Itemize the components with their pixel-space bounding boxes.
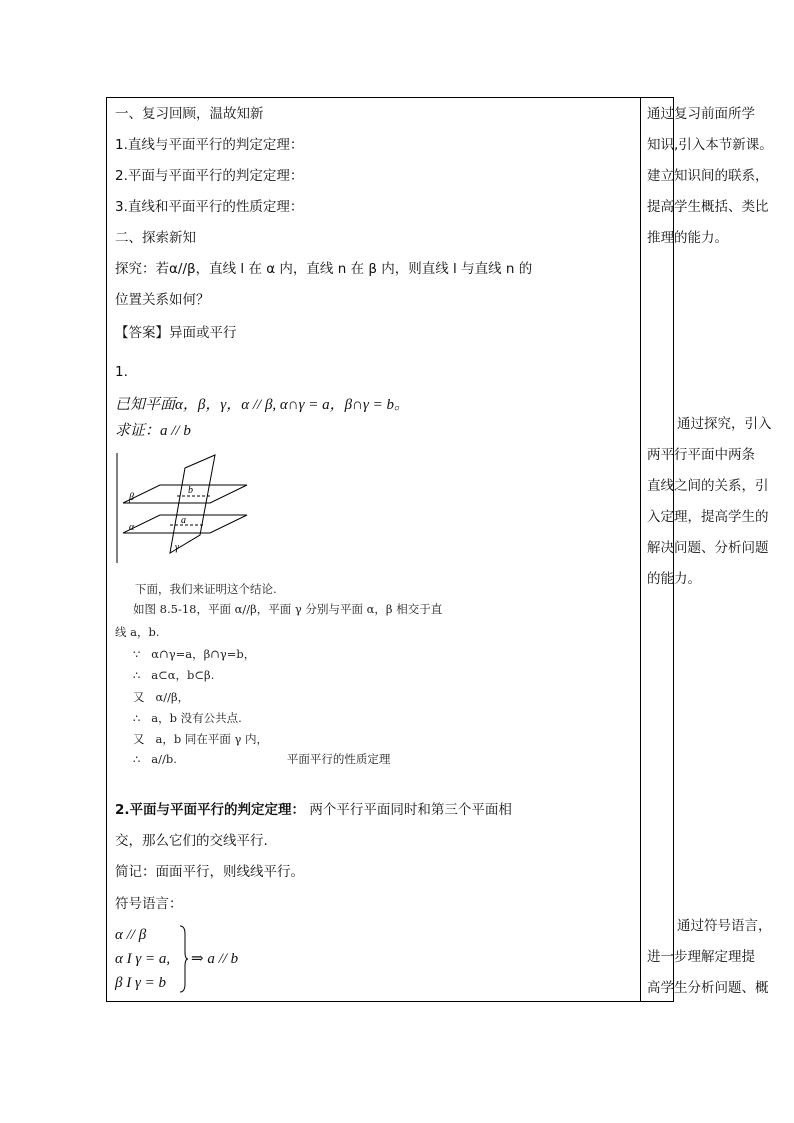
label-a: a [181,515,186,526]
review-item-3: 3.直线和平面平行的性质定理： [115,199,304,215]
book-line-6-text: α//β， [155,690,190,704]
side-note-1-line-4: 提高学生概括、类比 [647,199,769,215]
side-note-2-line-1: 通过探究，引入 [677,416,772,432]
label-gamma: γ [175,542,179,553]
right-brace-icon [179,924,189,994]
explore-question-cont: 位置关系如何？ [115,292,210,308]
review-item-2: 2.平面与平面平行的判定定理： [115,168,304,184]
side-note-3-line-1: 通过符号语言， [677,918,772,934]
side-note-2-line-5: 解决问题、分析问题 [647,540,769,556]
side-note-2-line-2: 两平行平面中两条 [647,447,755,463]
book-line-5-text: a⊂α，b⊂β. [151,668,215,682]
book-line-2: 如图 8.5-18，平面 α//β，平面 γ 分别与平面 α，β 相交于直 [133,602,443,616]
theorem-line-2: 交，那么它们的交线平行. [115,833,268,849]
theorem-label: 2.平面与平面平行的判定定理： [115,802,306,818]
book-line-8 [133,732,268,746]
side-note-1-line-2: 知识,引入本节新课。 [647,137,773,153]
also-symbol: 又 [133,690,145,704]
book-line-4-text: α∩γ=a，β∩γ=b， [151,647,256,661]
symbol-row-1: α // β [115,927,147,943]
planes-figure [115,453,265,568]
therefore-symbol: ∴ [133,711,141,725]
answer-text: 异面或平行 [169,325,237,341]
explore-question: 探究：若α//β，直线 l 在 α 内，直线 n 在 β 内，则直线 l 与直线 n 的 [115,261,533,277]
because-symbol: ∵ [133,647,141,661]
side-note-2-line-4: 入定理，提高学生的 [647,509,769,525]
side-note-1-line-1: 通过复习前面所学 [647,106,755,122]
side-note-1-line-5: 推理的能力。 [647,230,728,246]
lesson-table [106,97,773,1002]
theorem-text: 两个平行平面同时和第三个平面相 [305,802,512,818]
book-line-3: 线 a，b. [115,625,160,639]
given-statement: 已知平面α，β，γ，α // β, α∩γ = a，β∩γ = b。 [115,397,410,413]
answer-label: 【答案】 [115,325,169,341]
book-line-9-tail: 平面平行的性质定理 [286,752,391,764]
book-line-7-text: a，b 没有公共点. [151,711,242,725]
symbol-row-3: β I γ = b [115,975,166,991]
label-b: b [188,485,193,496]
label-alpha: α [129,522,135,533]
book-line-6 [133,690,189,704]
short-note: 简记：面面平行，则线线平行。 [115,864,304,880]
label-beta: β [129,492,134,503]
book-line-8-text: a，b 同在平面 γ 内， [155,732,269,746]
section2-title: 二、探索新知 [115,230,196,246]
section1-title: 一、复习回顾，温故知新 [115,106,264,122]
answer [115,324,237,342]
book-line-4 [133,647,255,661]
also-symbol: 又 [133,732,145,746]
therefore-symbol: ∴ [133,668,141,682]
side-note-2-line-6: 的能力。 [647,571,701,587]
side-note-3-line-2: 进一步理解定理提 [647,949,755,965]
column-divider [640,98,641,1001]
prove-statement: 求证：a // b [115,423,191,439]
symbol-block [115,924,275,996]
side-note-1-line-3: 建立知识间的联系， [647,168,769,184]
theorem-line-1 [115,801,512,819]
item-number: 1. [115,364,128,380]
side-note-2-line-3: 直线之间的关系，引 [647,478,769,494]
book-line-7 [133,711,242,725]
book-line-9-text: a//b. [151,752,177,764]
book-line-5 [133,668,214,682]
book-line-1: 下面，我们来证明这个结论. [135,582,277,596]
symbol-row-2: α I γ = a, [115,951,171,967]
side-note-3-line-3: 高学生分析问题、概 [647,980,769,996]
book-line-9 [133,752,390,764]
review-item-1: 1.直线与平面平行的判定定理： [115,137,304,153]
symbol-result: ⇒ a // b [191,951,239,967]
symbol-label: 符号语言： [115,896,183,912]
therefore-symbol: ∴ [133,752,141,764]
